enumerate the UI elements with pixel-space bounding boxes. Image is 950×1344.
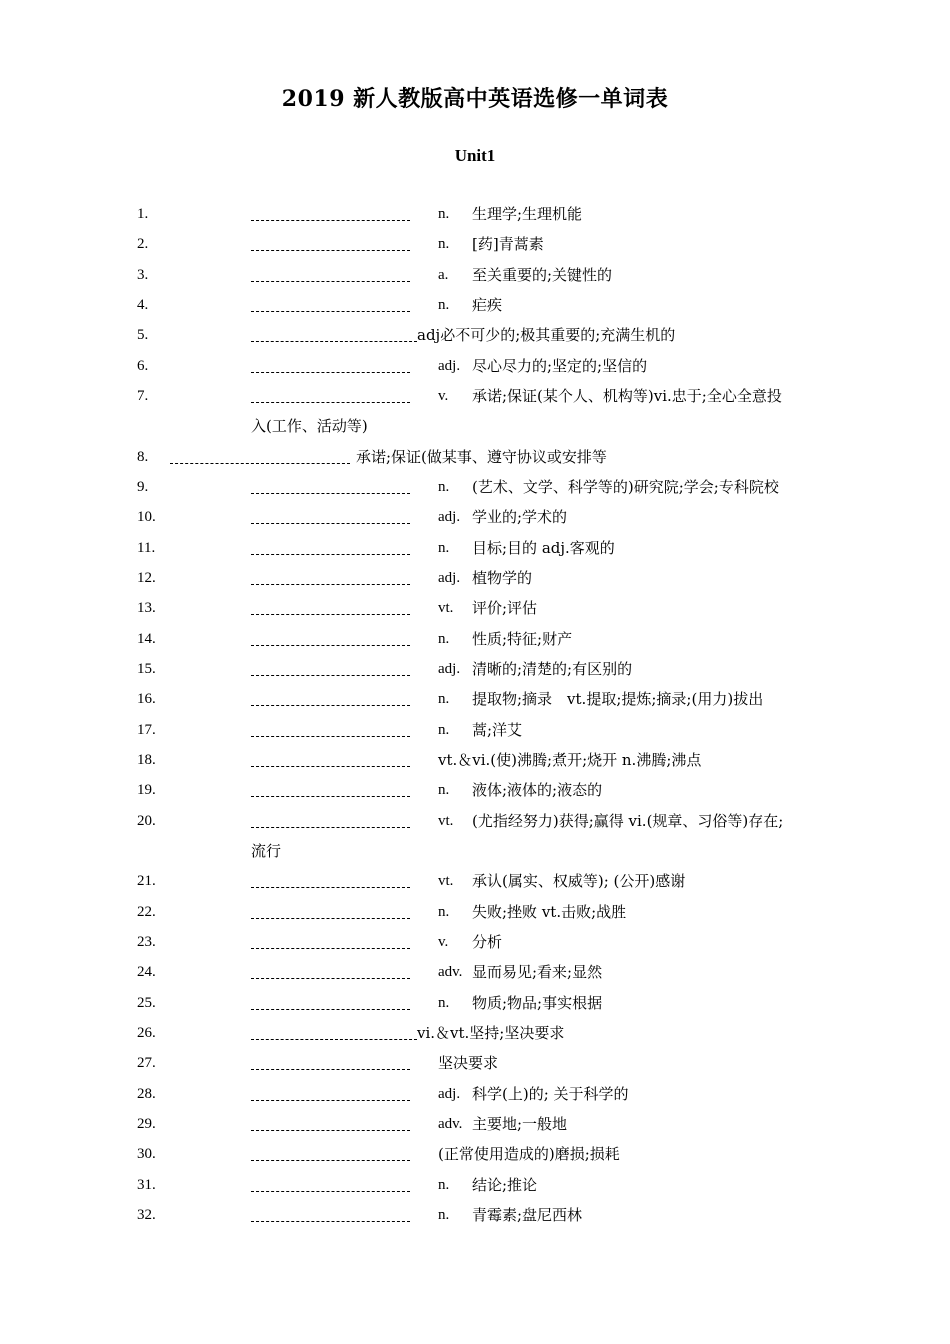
answer-blank[interactable] <box>251 523 410 524</box>
answer-blank[interactable] <box>251 1069 410 1070</box>
definition: 疟疾 <box>472 295 503 314</box>
list-item <box>0 749 950 779</box>
answer-blank[interactable] <box>251 372 410 373</box>
part-of-speech: a. <box>438 266 449 283</box>
part-of-speech: v. <box>438 933 449 950</box>
list-item <box>0 779 950 809</box>
definition: (艺术、文学、科学等的)研究院;学会;专科院校 <box>472 477 779 496</box>
definition: 蒿;洋艾 <box>472 720 523 739</box>
answer-blank[interactable] <box>251 584 410 585</box>
list-item <box>0 810 950 871</box>
answer-blank[interactable] <box>251 402 410 403</box>
definition: [药]青蒿素 <box>472 235 544 254</box>
answer-blank[interactable] <box>251 250 410 251</box>
item-number: 8. <box>137 448 149 465</box>
definition: 目标;目的 adj.客观的 <box>472 538 615 557</box>
definition: 尽心尽力的;坚定的;坚信的 <box>472 356 648 375</box>
list-item <box>0 324 950 354</box>
answer-blank[interactable] <box>251 341 417 342</box>
part-of-speech: v. <box>438 387 449 404</box>
definition-continuation: 入(工作、活动等) <box>251 416 368 435</box>
item-number: 11. <box>137 539 156 556</box>
part-of-speech: vt. <box>438 600 454 617</box>
answer-blank[interactable] <box>251 918 410 919</box>
list-item <box>0 1143 950 1173</box>
item-number: 26. <box>137 1024 156 1041</box>
definition: 失败;挫败 vt.击败;战胜 <box>472 902 627 921</box>
part-of-speech: n. <box>438 903 450 920</box>
part-of-speech: vt. <box>438 873 454 890</box>
answer-blank[interactable] <box>251 736 410 737</box>
definition-continuation: 流行 <box>251 841 282 860</box>
answer-blank[interactable] <box>251 766 410 767</box>
item-number: 19. <box>137 782 156 799</box>
definition: 植物学的 <box>472 568 533 587</box>
list-item <box>0 294 950 324</box>
item-number: 25. <box>137 994 156 1011</box>
list-item <box>0 1083 950 1113</box>
list-item <box>0 1022 950 1052</box>
item-number: 13. <box>137 600 156 617</box>
answer-blank[interactable] <box>251 614 410 615</box>
list-item <box>0 719 950 749</box>
definition: vi.＆vt.坚持;坚决要求 <box>417 1023 565 1042</box>
answer-blank[interactable] <box>251 978 410 979</box>
list-item <box>0 1113 950 1143</box>
list-item <box>0 537 950 567</box>
list-item <box>0 355 950 385</box>
item-number: 30. <box>137 1146 156 1163</box>
item-number: 9. <box>137 478 149 495</box>
list-item <box>0 597 950 627</box>
part-of-speech: n. <box>438 1176 450 1193</box>
page-title: 2019 新人教版高中英语选修一单词表 <box>281 86 669 112</box>
part-of-speech: n. <box>438 296 450 313</box>
list-item <box>0 1174 950 1204</box>
item-number: 17. <box>137 721 156 738</box>
definition: 液体;液体的;液态的 <box>472 781 603 800</box>
list-item <box>0 385 950 446</box>
answer-blank[interactable] <box>251 645 410 646</box>
unit-heading: Unit1 <box>454 146 496 165</box>
answer-blank[interactable] <box>251 311 410 312</box>
list-item <box>0 931 950 961</box>
definition: 分析 <box>472 932 503 951</box>
definition: vt.＆vi.(使)沸腾;煮开;烧开 n.沸腾;沸点 <box>438 750 702 769</box>
definition: 性质;特征;财产 <box>472 629 573 648</box>
part-of-speech: n. <box>438 994 450 1011</box>
list-item <box>0 264 950 294</box>
list-item <box>0 628 950 658</box>
item-number: 29. <box>137 1115 156 1132</box>
part-of-speech: vt. <box>438 812 454 829</box>
item-number: 24. <box>137 964 156 981</box>
answer-blank[interactable] <box>251 1221 410 1222</box>
item-number: 3. <box>137 266 149 283</box>
part-of-speech: n. <box>438 1206 450 1223</box>
answer-blank[interactable] <box>251 281 410 282</box>
answer-blank[interactable] <box>251 1160 410 1161</box>
item-number: 4. <box>137 296 149 313</box>
definition: 提取物;摘录 vt.提取;提炼;摘录;(用力)拔出 <box>472 690 764 709</box>
answer-blank[interactable] <box>251 1039 417 1040</box>
definition: 学业的;学术的 <box>472 508 568 527</box>
item-number: 6. <box>137 357 149 374</box>
list-item <box>0 506 950 536</box>
part-of-speech: n. <box>438 691 450 708</box>
definition: 评价;评估 <box>472 599 538 618</box>
part-of-speech: n. <box>438 782 450 799</box>
definition: 承诺;保证(某个人、机构等)vi.忠于;全心全意投 <box>472 386 782 405</box>
part-of-speech: n. <box>438 721 450 738</box>
definition: 科学(上)的; 关于科学的 <box>472 1084 629 1103</box>
definition: adj必不可少的;极其重要的;充满生机的 <box>417 326 676 345</box>
vocabulary-list <box>0 203 950 1234</box>
answer-blank[interactable] <box>251 1191 410 1192</box>
item-number: 31. <box>137 1176 156 1193</box>
list-item <box>0 688 950 718</box>
item-number: 32. <box>137 1206 156 1223</box>
part-of-speech: n. <box>438 206 450 222</box>
item-number: 2. <box>137 236 149 253</box>
item-number: 16. <box>137 691 156 708</box>
answer-blank[interactable] <box>251 887 410 888</box>
answer-blank[interactable] <box>251 220 410 221</box>
list-item <box>0 901 950 931</box>
definition: 坚决要求 <box>438 1054 499 1073</box>
answer-blank[interactable] <box>251 1100 410 1101</box>
part-of-speech: adj. <box>438 1085 461 1102</box>
definition: 结论;推论 <box>472 1175 538 1194</box>
answer-blank[interactable] <box>251 796 410 797</box>
definition: 生理学;生理机能 <box>472 205 583 223</box>
definition: 承认(属实、权威等); (公开)感谢 <box>472 872 686 891</box>
item-number: 10. <box>137 509 156 526</box>
definition: 承诺;保证(做某事、遵守协议或安排等 <box>356 447 607 466</box>
item-number: 12. <box>137 569 156 586</box>
answer-blank[interactable] <box>251 827 410 828</box>
answer-blank[interactable] <box>251 1009 410 1010</box>
part-of-speech: adj. <box>438 509 461 526</box>
item-number: 22. <box>137 903 156 920</box>
definition: 显而易见;看来;显然 <box>472 963 603 982</box>
list-item <box>0 567 950 597</box>
item-number: 1. <box>137 206 149 222</box>
item-number: 18. <box>137 751 156 768</box>
list-item <box>0 870 950 900</box>
part-of-speech: adj. <box>438 357 461 374</box>
part-of-speech: n. <box>438 236 450 253</box>
definition: 清晰的;清楚的;有区别的 <box>472 659 633 678</box>
list-item <box>0 1204 950 1234</box>
answer-blank[interactable] <box>251 1130 410 1131</box>
list-item <box>0 476 950 506</box>
item-number: 15. <box>137 660 156 677</box>
answer-blank[interactable] <box>251 705 410 706</box>
part-of-speech: n. <box>438 539 450 556</box>
item-number: 28. <box>137 1085 156 1102</box>
item-number: 20. <box>137 812 156 829</box>
answer-blank[interactable] <box>170 463 350 464</box>
definition: 主要地;一般地 <box>472 1114 568 1133</box>
answer-blank[interactable] <box>251 675 410 676</box>
part-of-speech: n. <box>438 478 450 495</box>
part-of-speech: adv. <box>438 964 463 981</box>
item-number: 14. <box>137 630 156 647</box>
definition: 物质;物品;事实根据 <box>472 993 603 1012</box>
list-item <box>0 961 950 991</box>
list-item <box>0 233 950 263</box>
list-item <box>0 658 950 688</box>
answer-blank[interactable] <box>251 554 410 555</box>
definition: 青霉素;盘尼西林 <box>472 1205 583 1224</box>
part-of-speech: adj. <box>438 569 461 586</box>
part-of-speech: adj. <box>438 660 461 677</box>
part-of-speech: n. <box>438 630 450 647</box>
definition: 至关重要的;关键性的 <box>472 265 613 284</box>
item-number: 7. <box>137 387 149 404</box>
answer-blank[interactable] <box>251 948 410 949</box>
item-number: 21. <box>137 873 156 890</box>
list-item <box>0 203 950 233</box>
part-of-speech: adv. <box>438 1115 463 1132</box>
definition: (尤指经努力)获得;赢得 vi.(规章、习俗等)存在; <box>472 811 784 830</box>
item-number: 23. <box>137 933 156 950</box>
list-item <box>0 1052 950 1082</box>
item-number: 5. <box>137 327 149 344</box>
definition: (正常使用造成的)磨损;损耗 <box>438 1145 620 1164</box>
list-item <box>0 446 950 476</box>
answer-blank[interactable] <box>251 493 410 494</box>
list-item <box>0 992 950 1022</box>
item-number: 27. <box>137 1055 156 1072</box>
